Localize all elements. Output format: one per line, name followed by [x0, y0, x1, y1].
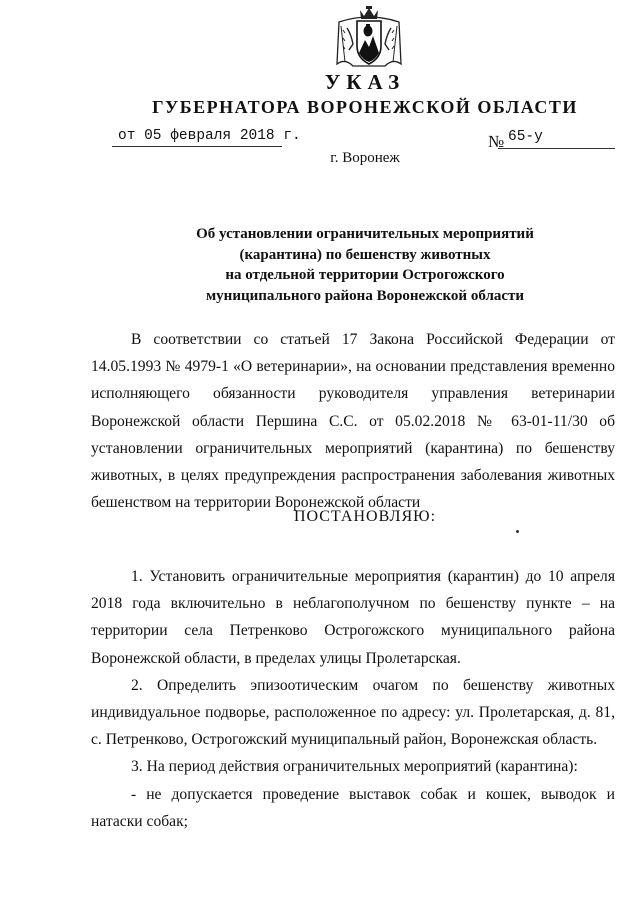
number-underline: [498, 148, 615, 149]
preamble-text: В соответствии со статьей 17 Закона Российской Федерации от 14.05.1993 № 4979-1 «О ветеринарии», на основании представления временно исполняющего обязанности руководителя управления ветеринарии Воронежской области Першина С.С. от 05.02.2018 № 63-01-11/30 об установлении ограничительных мероприятий (карантина) по бешенству животных, в целях предупреждения распространения заболевания животных бешенством на территории Воронежской области: [91, 331, 615, 512]
number-label: №: [488, 132, 505, 151]
title-line: муниципального района Воронежской области: [205, 287, 525, 304]
list-item: 1. Установить ограничительные мероприятия (карантин) до 10 апреля 2018 года включительно в неблагополучном по бешенству пункте – на территории села Петренково Острогожского муниципального района Воронежской области, в пределах улицы Пролетарская.: [91, 568, 615, 667]
coat-of-arms-icon: [333, 6, 405, 70]
preamble-block: [91, 326, 615, 516]
document-type-title: УКАЗ: [324, 70, 406, 94]
document-number: 65-у: [508, 129, 543, 145]
document-title: [0, 224, 640, 306]
issuer-title: ГУБЕРНАТОРА ВОРОНЕЖСКОЙ ОБЛАСТИ: [152, 97, 578, 117]
document-date: от 05 февраля 2018 г.: [118, 128, 301, 144]
date-underline: [112, 146, 282, 147]
list-item: 3. На период действия ограничительных мероприятий (карантина):: [131, 758, 578, 776]
title-line: Об установлении ограничительных мероприятий: [196, 226, 534, 242]
items-block: [91, 563, 615, 835]
scan-speck: [516, 530, 519, 533]
list-item: 2. Определить эпизоотическим очагом по бешенству животных индивидуальное подворье, расположенное по адресу: ул. Пролетарская, д. 81, с. Петренково, Острогожский муниципальный район, Воронежская область.: [91, 676, 615, 749]
title-line: на отдельной территории Острогожского: [225, 267, 505, 283]
list-item: - не допускается проведение выставок собак и кошек, выводок и натаски собак;: [91, 785, 615, 830]
decree-heading: ПОСТАНОВЛЯЮ:: [293, 508, 437, 525]
title-line: (карантина) по бешенству животных: [239, 246, 491, 263]
city: г. Воронеж: [330, 150, 400, 166]
